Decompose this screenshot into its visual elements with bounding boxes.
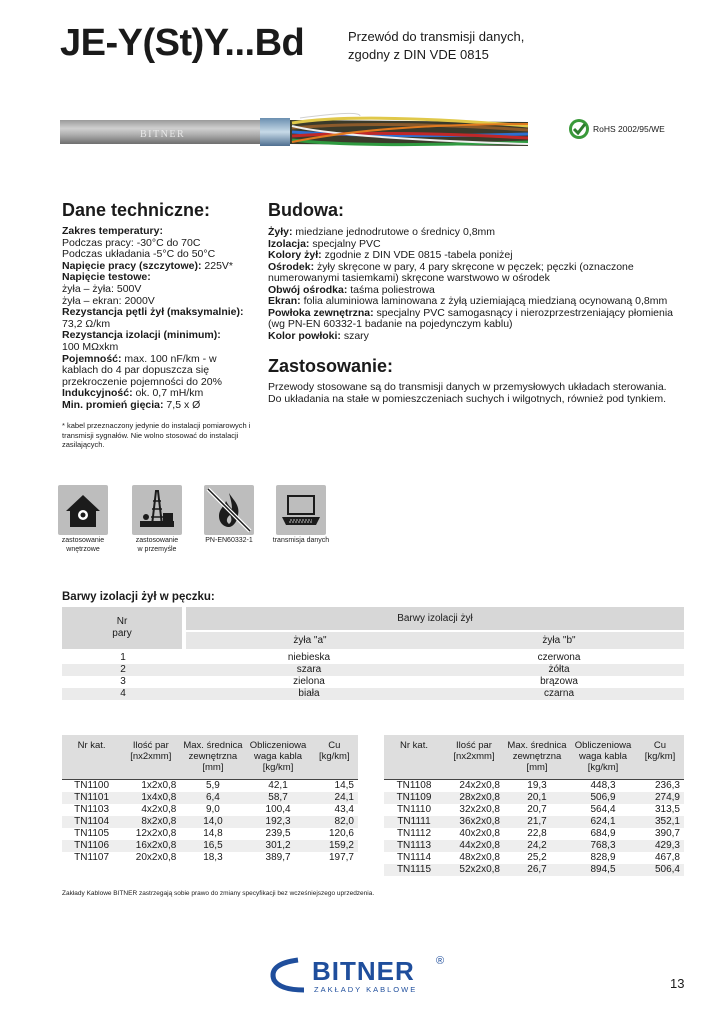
spec-line-value: (wg PN-EN 60332-1 badanie na pojedynczym kablu) <box>268 318 513 330</box>
spec-line-value: żyły skręcone w pary, 4 pary skręcone w pęczek; pęczki (oznaczone <box>314 260 634 273</box>
color-table-row <box>62 652 684 664</box>
application-text <box>268 381 688 405</box>
products-cell: 564,4 <box>590 803 616 815</box>
spec-line-value: 100 MΩxkm <box>62 340 119 353</box>
application-line-2: Do układania na stałe w pomieszczeniach suchych i wilgotnych, również pod tynkiem. <box>268 393 667 406</box>
disclaimer: Zakłady Kablowe BITNER zastrzegają sobie prawo do zmiany specyfikacji bez wcześniejszego uprzedzenia. <box>62 890 375 897</box>
products-row <box>384 828 684 840</box>
products-cell: 467,8 <box>654 851 680 863</box>
check-icon <box>568 118 590 140</box>
products-cell: 6,4 <box>180 792 245 804</box>
products-cell: 58,7 <box>245 792 310 804</box>
products-cell: 239,5 <box>265 827 291 839</box>
spec-line-value: folia aluminiowa laminowana z żyłą uziemiającą miedzianą ocynowaną 0,8mm <box>300 295 668 307</box>
footnote: * kabel przeznaczony jedynie do instalacji pomiarowych i transmisji sygnałów. Nie wolno stosować do instalacji zasilających. <box>62 421 251 449</box>
products-cell: TN1104 <box>62 816 121 828</box>
no-fire-icon <box>204 485 254 535</box>
products-row <box>62 779 358 792</box>
spec-line-value: przekroczenie pojemności do 20% <box>62 375 222 388</box>
icon-label-fire: PN-EN60332-1 <box>205 537 253 544</box>
products-cell: TN1108 <box>384 779 444 792</box>
products-row <box>384 864 684 876</box>
spec-line-label: Pojemność: <box>62 352 122 365</box>
spec-line <box>62 400 254 412</box>
products-cell: 82,0 <box>311 816 358 828</box>
spec-line-label: Kolor powłoki: <box>268 329 341 342</box>
spec-line-value: ok. 0,7 mH/km <box>132 387 204 400</box>
spec-line <box>268 331 678 343</box>
products-cell: 9,0 <box>205 803 220 815</box>
color-table-cell: czerwona <box>537 652 581 663</box>
color-table-cell: niebieska <box>287 652 331 663</box>
spec-line-value: max. 100 nF/km - w <box>121 352 217 365</box>
spec-line-label: Ekran: <box>268 295 301 307</box>
products-cell: TN1106 <box>62 840 121 852</box>
logo-text: BITNER <box>312 956 415 986</box>
color-table-group-header: Barwy izolacji żył <box>184 607 684 631</box>
color-table-nr-header: Nr pary <box>62 607 184 649</box>
products-row <box>62 816 358 828</box>
spec-line-value: 73,2 Ω/km <box>62 317 111 330</box>
rohs-badge <box>568 118 665 140</box>
icon-label-factory: zastosowanie w przemyśle <box>135 537 179 553</box>
spec-line-value: numerowanymi tasiemkami) skręcone warstwowo w ośrodek <box>268 272 550 284</box>
products-cell: 1x4x0,8 <box>121 792 180 804</box>
cable-brand-text: BITNER <box>140 129 186 140</box>
color-table-col-b: żyła "b" <box>434 631 684 649</box>
products-cell: 624,1 <box>570 816 636 828</box>
spec-line-value: 225V* <box>201 259 233 272</box>
products-cell: TN1111 <box>384 816 444 828</box>
construction <box>268 227 678 342</box>
products-cell: 43,4 <box>334 803 354 815</box>
products-cell: 313,5 <box>654 803 680 815</box>
products-cell: 21,7 <box>504 816 570 828</box>
products-header-cell: Obliczeniowa waga kabla [kg/km] <box>245 735 310 779</box>
page-number: 13 <box>670 976 685 991</box>
logo-swoosh-icon <box>273 960 304 990</box>
products-cell: 448,3 <box>570 779 636 792</box>
products-cell: 506,9 <box>570 792 636 804</box>
spec-line-value: szary <box>340 329 369 342</box>
color-table-cell: czarna <box>543 688 574 699</box>
products-cell: 768,3 <box>570 840 636 852</box>
products-row <box>384 804 684 816</box>
products-row <box>384 840 684 852</box>
products-cell: 40x2x0,8 <box>459 827 500 839</box>
products-header-cell: Cu [kg/km] <box>636 735 684 779</box>
subtitle-line-1: Przewód do transmisji danych, <box>348 29 525 44</box>
products-header-cell: Max. średnica zewnętrzna [mm] <box>504 735 570 779</box>
spec-line-value: Podczas układania -5°C do 50°C <box>62 248 216 261</box>
budowa-heading: Budowa: <box>268 200 344 220</box>
products-cell: 828,9 <box>590 851 616 863</box>
spec-line-label: Izolacja: <box>268 237 310 250</box>
color-table <box>62 607 684 700</box>
spec-line-value: żyła – żyła: 500V <box>62 282 142 295</box>
spec-line-label: Min. promień gięcia: <box>62 398 164 411</box>
spec-line-label: Napięcie pracy (szczytowe): <box>62 259 202 272</box>
color-table-cell: 1 <box>120 652 126 663</box>
color-table-cell: szara <box>296 664 322 675</box>
spec-line-value: zgodnie z DIN VDE 0815 -tabela poniżej <box>321 249 513 261</box>
laptop-icon <box>276 485 326 535</box>
products-cell: 24,1 <box>311 792 358 804</box>
products-cell: 16x2x0,8 <box>121 840 180 852</box>
products-cell: 48x2x0,8 <box>459 851 500 863</box>
spec-line-label: Kolory żył: <box>268 249 322 261</box>
products-header-cell: Max. średnica zewnętrzna [mm] <box>180 735 245 779</box>
technical-data <box>62 226 254 412</box>
products-cell: 22,8 <box>527 827 547 839</box>
products-table-right <box>384 735 684 876</box>
products-header-cell: Ilość par [nx2xmm] <box>444 735 504 779</box>
products-cell: TN1112 <box>396 827 432 839</box>
products-cell: 120,6 <box>328 827 354 839</box>
logo-subtext: ZAKŁADY KABLOWE <box>314 985 418 994</box>
color-table-cell: 4 <box>120 688 126 699</box>
products-cell: 8x2x0,8 <box>121 816 180 828</box>
products-header-cell: Ilość par [nx2xmm] <box>121 735 180 779</box>
subtitle-line-2: zgodny z DIN VDE 0815 <box>348 47 489 62</box>
products-header-cell: Cu [kg/km] <box>311 735 358 779</box>
products-cell: 24x2x0,8 <box>444 779 504 792</box>
dane-heading: Dane techniczne: <box>62 200 211 220</box>
spec-line-label: Żyły: <box>268 226 293 238</box>
products-row <box>62 840 358 852</box>
zastosowanie-heading: Zastosowanie: <box>268 356 394 376</box>
cable-image <box>60 108 528 158</box>
spec-line-label: Ośrodek: <box>268 260 315 273</box>
spec-line-value: taśma poliestrowa <box>347 283 435 296</box>
spec-line-value: żyła – ekran: 2000V <box>62 294 155 307</box>
products-cell: 274,9 <box>636 792 684 804</box>
products-cell: 20,1 <box>504 792 570 804</box>
page-subtitle <box>348 28 524 64</box>
products-cell: 24,2 <box>504 840 570 852</box>
color-table-cell: 3 <box>120 676 126 687</box>
spec-line-value: specjalny PVC <box>309 237 381 250</box>
bitner-logo <box>264 950 454 996</box>
products-cell: 301,2 <box>245 840 310 852</box>
spec-line-label: Zakres temperatury: <box>62 225 163 237</box>
products-cell: 19,3 <box>504 779 570 792</box>
rohs-label: RoHS 2002/95/WE <box>593 124 665 134</box>
products-header-cell: Nr kat. <box>62 735 121 779</box>
products-cell: TN1101 <box>62 792 121 804</box>
products-cell: 159,2 <box>311 840 358 852</box>
color-table-row <box>62 676 684 688</box>
products-cell: 16,5 <box>180 840 245 852</box>
products-header-cell: Nr kat. <box>384 735 444 779</box>
color-table-cell: brązowa <box>540 676 578 687</box>
spec-line-value: miedziane jednodrutowe o średnicy 0,8mm <box>292 226 496 238</box>
spec-line-label: Rezystancja pętli żył (maksymalnie): <box>62 306 244 319</box>
color-table-row <box>62 664 684 676</box>
spec-line-label: Obwój ośrodka: <box>268 283 348 296</box>
products-row <box>62 804 358 816</box>
logo-registered: ® <box>436 955 445 967</box>
products-cell: 36x2x0,8 <box>444 816 504 828</box>
spec-line-value: kablach do 4 par dopuszcza się <box>62 364 210 377</box>
products-cell: 14,8 <box>203 827 223 839</box>
products-cell: 32x2x0,8 <box>459 803 500 815</box>
products-cell: 197,7 <box>328 851 354 863</box>
color-table-cell: 2 <box>120 664 126 675</box>
products-cell: 52x2x0,8 <box>444 864 504 876</box>
products-cell: 44x2x0,8 <box>444 840 504 852</box>
color-table-cell: biała <box>298 688 320 699</box>
products-row <box>62 852 358 864</box>
products-cell: TN1109 <box>384 792 444 804</box>
products-cell: 684,9 <box>590 827 616 839</box>
products-cell: TN1114 <box>396 851 432 863</box>
products-cell: 20,7 <box>527 803 547 815</box>
products-cell: TN1100 <box>62 779 121 792</box>
color-table-row <box>62 688 684 700</box>
spec-line-label: Napięcie testowe: <box>62 271 151 284</box>
products-cell: 1x2x0,8 <box>121 779 180 792</box>
color-table-cell: żółta <box>548 664 570 675</box>
products-table-left <box>62 735 358 864</box>
products-cell: 20x2x0,8 <box>135 851 177 863</box>
products-cell: 26,7 <box>504 864 570 876</box>
products-cell: TN1107 <box>74 851 110 863</box>
products-cell: 352,1 <box>636 816 684 828</box>
products-cell: TN1115 <box>384 864 444 876</box>
icon-label-laptop: transmisja danych <box>272 537 330 544</box>
products-cell: 25,2 <box>527 851 547 863</box>
products-row <box>384 792 684 804</box>
products-cell: 389,7 <box>265 851 291 863</box>
spec-line-label: Indukcyjność: <box>62 387 133 400</box>
factory-icon <box>132 485 182 535</box>
products-cell: 506,4 <box>636 864 684 876</box>
products-cell: 100,4 <box>265 803 291 815</box>
products-row <box>384 852 684 864</box>
products-cell: 429,3 <box>636 840 684 852</box>
products-header-cell: Obliczeniowa waga kabla [kg/km] <box>570 735 636 779</box>
products-cell: 28x2x0,8 <box>444 792 504 804</box>
products-row <box>384 816 684 828</box>
color-table-cell: zielona <box>293 676 325 687</box>
products-cell: 14,5 <box>311 779 358 792</box>
products-cell: 14,0 <box>180 816 245 828</box>
products-cell: 390,7 <box>654 827 680 839</box>
icon-label-house: zastosowanie wnętrzowe <box>61 537 105 553</box>
color-table-col-a: żyła "a" <box>184 631 434 649</box>
color-table-title: Barwy izolacji żył w pęczku: <box>62 591 215 603</box>
application-line-1: Przewody stosowane są do transmisji danych w przemysłowych układach sterowania. <box>268 381 667 393</box>
page-title: JE-Y(St)Y...Bd <box>60 22 305 64</box>
products-row <box>62 792 358 804</box>
products-cell: 42,1 <box>245 779 310 792</box>
products-cell: 5,9 <box>180 779 245 792</box>
products-cell: 894,5 <box>570 864 636 876</box>
products-row <box>62 828 358 840</box>
spec-line-label: Powłoka zewnętrzna: <box>268 306 374 319</box>
spec-line-value: specjalny PVC samogasnący i nierozprzestrzeniający płomienia <box>373 306 673 319</box>
products-cell: 236,3 <box>636 779 684 792</box>
products-row <box>384 779 684 792</box>
house-icon <box>58 485 108 535</box>
spec-line-value: 7,5 x Ø <box>163 398 201 411</box>
spec-line-value: Podczas pracy: -30°C do 70C <box>62 236 201 249</box>
products-cell: 18,3 <box>203 851 223 863</box>
products-cell: TN1103 <box>74 803 110 815</box>
products-cell: 192,3 <box>245 816 310 828</box>
products-cell: 12x2x0,8 <box>135 827 177 839</box>
products-cell: TN1110 <box>396 803 432 815</box>
products-cell: TN1105 <box>74 827 110 839</box>
spec-line-label: Rezystancja izolacji (minimum): <box>62 329 221 342</box>
products-cell: 4x2x0,8 <box>141 803 177 815</box>
products-cell: TN1113 <box>384 840 444 852</box>
